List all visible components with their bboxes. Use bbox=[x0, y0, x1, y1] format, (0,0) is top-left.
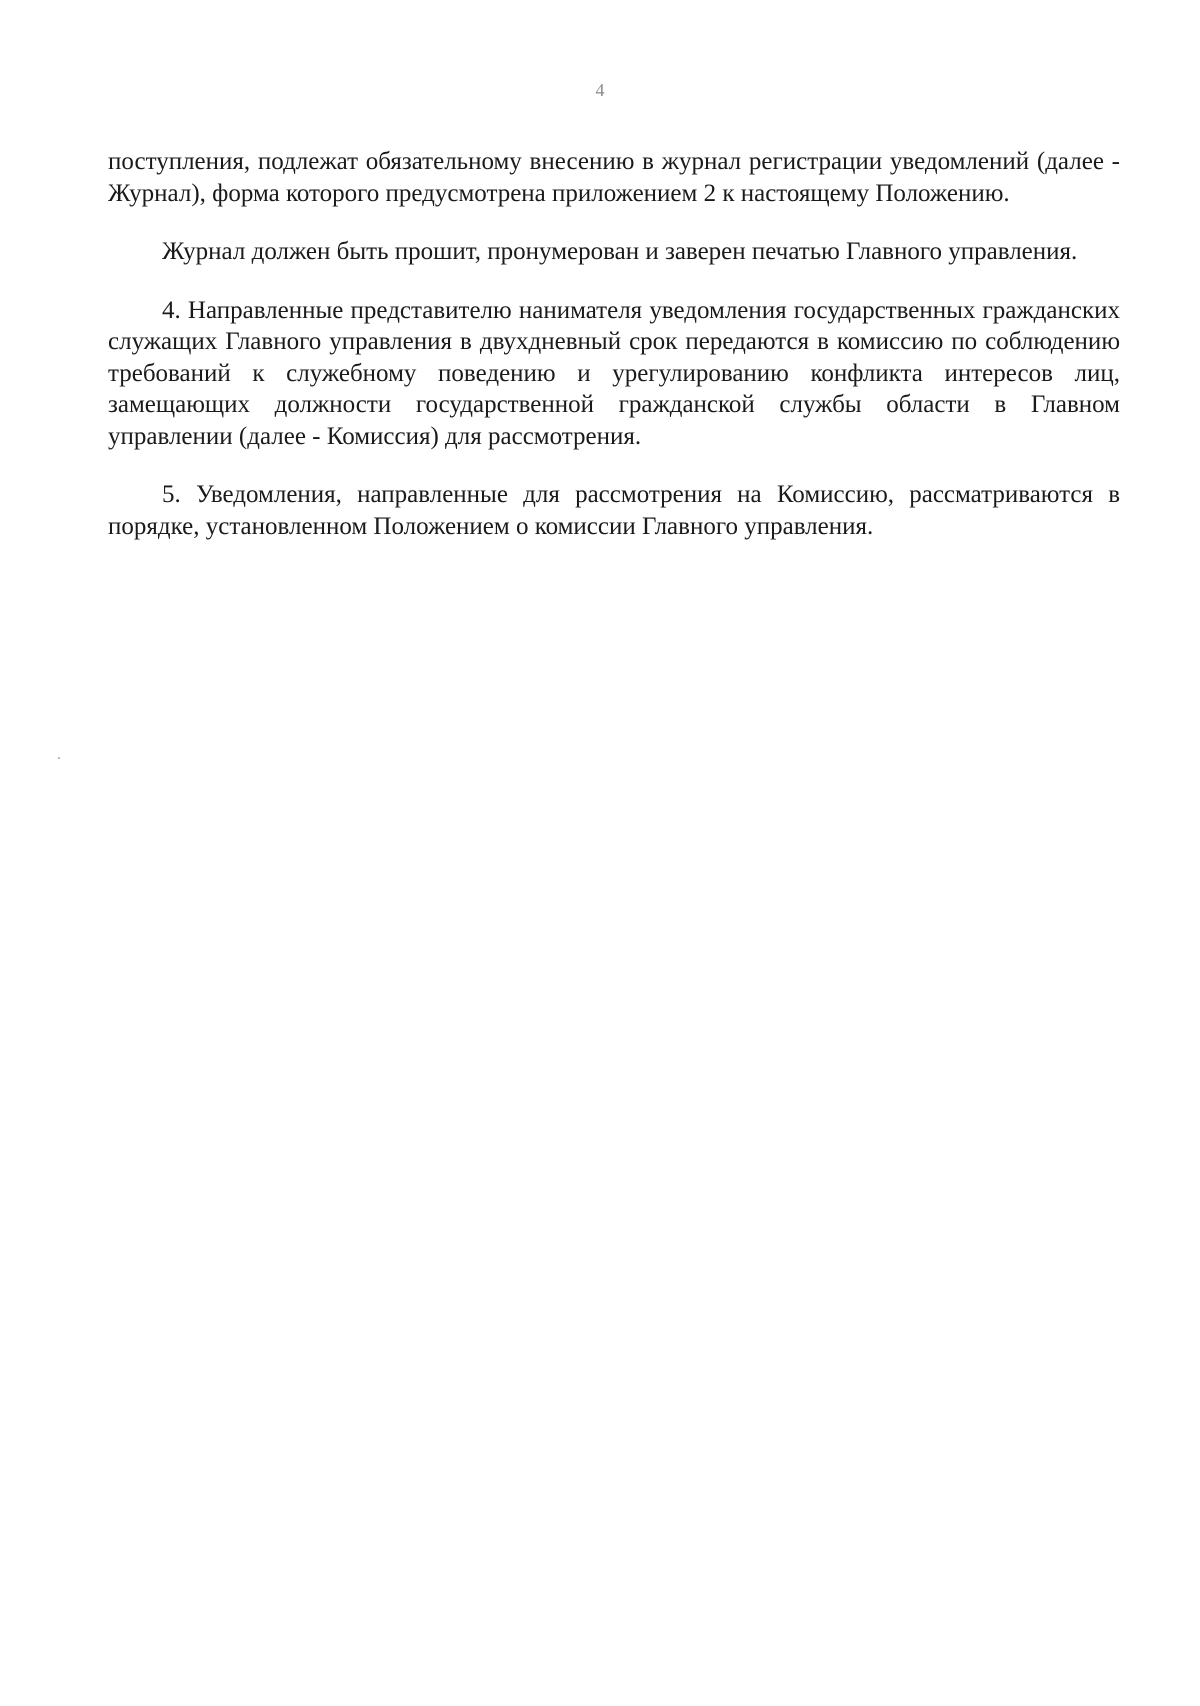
paragraph-continuation: поступления, подлежат обязательному внесению в журнал регистрации уведомлений (далее - Журнал), форма которого предусмотрена приложением 2 к настоящему Положению. bbox=[108, 148, 1120, 207]
paragraph-journal-binding: Журнал должен быть прошит, пронумерован и заверен печатью Главного управления. bbox=[162, 238, 1078, 265]
page-number: 4 bbox=[595, 80, 605, 100]
scan-speck bbox=[58, 757, 60, 759]
paragraph-item-4: 4. Направленные представителю нанимателя уведомления государственных гражданских служащих Главного управления в двухдневный срок передаются в комиссию по соблюдению требований к служебному поведению и урегулированию конфликта интересов лиц, замещающих должности государственной гражданской службы области в Главном управлении (далее - Комиссия) для рассмотрения. bbox=[108, 296, 1120, 450]
paragraph-item-5: 5. Уведомления, направленные для рассмотрения на Комиссию, рассматриваются в порядке, установленном Положением о комиссии Главного управления. bbox=[108, 481, 1120, 540]
document-body bbox=[108, 146, 1120, 569]
